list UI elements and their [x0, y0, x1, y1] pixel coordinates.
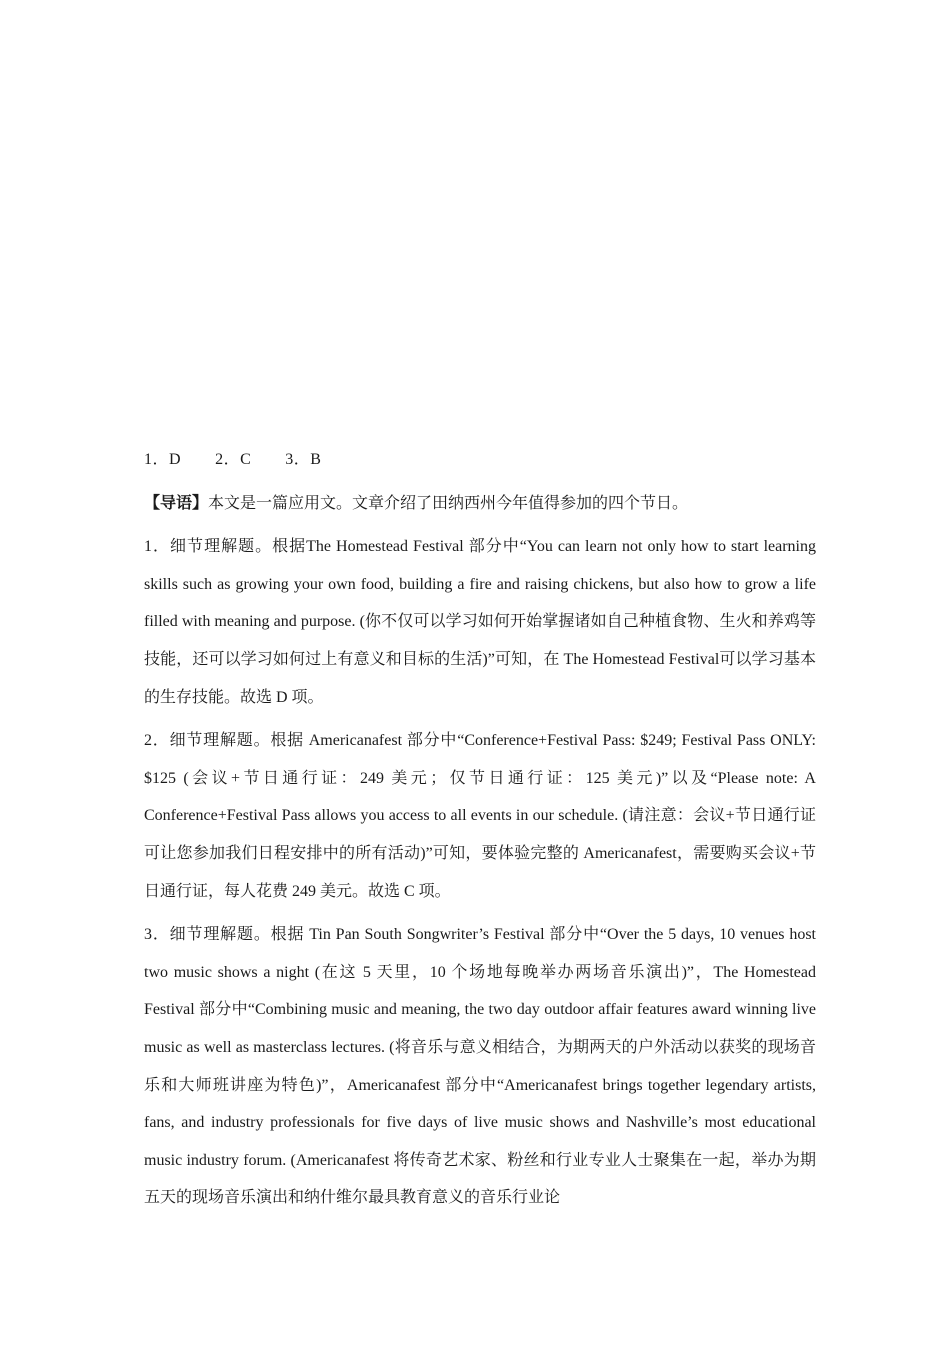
explanation-3: 3．细节理解题。根据 Tin Pan South Songwriter’s Festival 部分中“Over the 5 days, 10 venues host two music shows a night (在这 5 天里，10 个场地每晚举办两场音乐演出)”，The Homestead Festival 部分中“Combining music and meaning, the two day outdoor affair features award winning live music as well as masterclass lectures. (将音乐与意义相结合，为期两天的户外活动以获奖的现场音乐和大师班讲座为特色)”，Americanafest 部分中“Americanafest brings together legendary artists, fans, and industry professionals for five days of live music shows and Nashville’s most educational music industry forum. (Americanafest 将传奇艺术家、粉丝和行业专业人士聚集在一起，举办为期五天的现场音乐演出和纳什维尔最具教育意义的音乐行业论 [144, 926, 816, 1207]
answer-2: 2．C [215, 451, 252, 468]
answer-key [144, 441, 816, 479]
answer-3: 3．B [285, 451, 322, 468]
guide-label: 【导语】 [144, 494, 209, 512]
answer-1: 1．D [144, 451, 182, 468]
guide-paragraph [144, 485, 816, 523]
answer-explanation-section [144, 441, 816, 1223]
explanation-1: 1．细节理解题。根据The Homestead Festival 部分中“You can learn not only how to start learning skills such as growing your own food, building a fire and raising chickens, but also how to grow a life filled with meaning and purpose. (你不仅可以学习如何开始掌握诸如自己种植食物、生火和养鸡等技能，还可以学习如何过上有意义和目标的生活)”可知，在 The Homestead Festival可以学习基本的生存技能。故选 D 项。 [144, 538, 816, 706]
explanation-2: 2．细节理解题。根据 Americanafest 部分中“Conference+Festival Pass: $249; Festival Pass ONLY: $125 (会议+节日通行证：249 美元；仅节日通行证：125 美元)”以及“Please note: A Conference+Festival Pass allows you access to all events in our schedule. (请注意：会议+节日通行证可让您参加我们日程安排中的所有活动)”可知，要体验完整的 Americanafest，需要购买会议+节日通行证，每人花费 249 美元。故选 C 项。 [144, 732, 816, 900]
guide-text: 本文是一篇应用文。文章介绍了田纳西州今年值得参加的四个节日。 [208, 494, 689, 512]
